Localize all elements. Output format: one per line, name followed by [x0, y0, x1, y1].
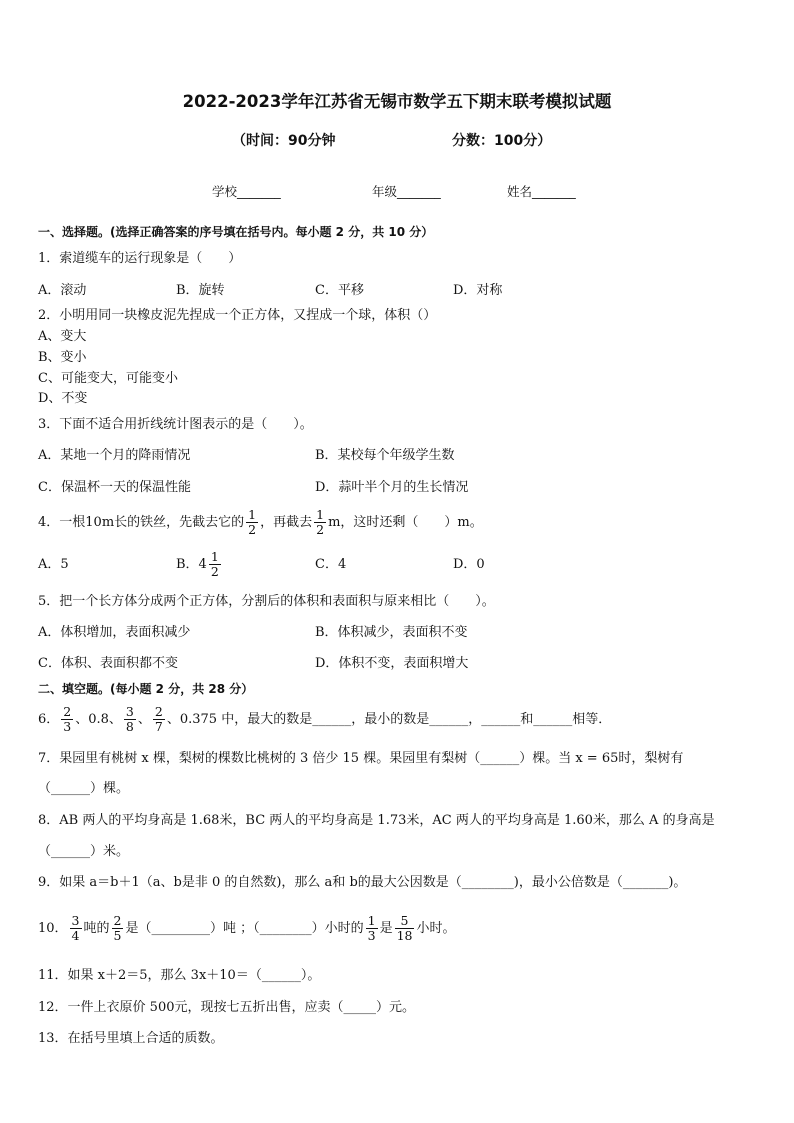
fraction: [395, 914, 415, 943]
q5-option-a: A．体积增加，表面积减少: [38, 625, 191, 640]
question-8-line-2: （______）米。: [38, 844, 130, 859]
fraction: [366, 914, 378, 943]
name-field: 姓名_______: [507, 184, 576, 199]
time-limit: （时间：90分钟: [232, 133, 336, 149]
fraction: [70, 914, 82, 943]
fraction: [314, 508, 326, 537]
fraction: [153, 705, 165, 734]
question-4: [38, 506, 483, 540]
q3-option-b: B．某校每个年级学生数: [315, 448, 455, 463]
fraction-numerator: 1: [316, 507, 325, 522]
q2-option-a: A、变大: [38, 329, 87, 344]
q2-option-d: D、不变: [38, 391, 88, 406]
q10-number: 10．: [38, 921, 68, 936]
fraction-numerator: 5: [395, 914, 415, 929]
fraction-numerator: 3: [71, 913, 80, 928]
fraction-numerator: 1: [248, 507, 257, 522]
fraction-numerator: 1: [367, 913, 376, 928]
q4-option-b: [176, 548, 223, 582]
grade-field: 年级_______: [372, 184, 441, 199]
fraction: [246, 508, 258, 537]
q2-option-b: B、变小: [38, 350, 87, 365]
section-2-heading: 二、填空题。(每小题 2 分，共 28 分）: [38, 682, 254, 696]
q10-text-4: 小时。: [416, 921, 456, 936]
fraction-denominator: 3: [367, 928, 376, 943]
fraction-denominator: 7: [154, 719, 163, 734]
q4-option-c: C．4: [315, 557, 347, 572]
fraction-numerator: 1: [210, 549, 219, 564]
question-2: 2．小明用同一块橡皮泥先捏成一个正方体，又捏成一个球，体积（）: [38, 308, 437, 323]
question-7-line-2: （______）棵。: [38, 781, 130, 796]
q6-text-3: 、0.375 中，最大的数是______，最小的数是______，______和______相等．: [166, 712, 612, 727]
q4-option-a: A．5: [38, 557, 69, 572]
fraction-denominator: 2: [316, 522, 325, 537]
q10-text-3: 是: [379, 921, 393, 936]
school-field: 学校_______: [212, 184, 281, 199]
q10-text-2: 是（_________）吨 ；（________）小时的: [125, 921, 364, 936]
question-11: 11．如果 x＋2＝5，那么 3x＋10＝（______）。: [38, 968, 321, 983]
question-10: [38, 912, 456, 946]
q6-text-1: 、0.8、: [75, 712, 122, 727]
q4-option-d: D．0: [453, 557, 485, 572]
fraction-denominator: 8: [125, 719, 134, 734]
q1-option-b: B．旋转: [176, 283, 225, 298]
q5-option-d: D．体积不变，表面积增大: [315, 656, 469, 671]
fraction: [209, 550, 221, 579]
fraction-denominator: 4: [71, 928, 80, 943]
fraction-denominator: 3: [63, 719, 72, 734]
q4-option-b-whole: B．4: [176, 557, 207, 572]
question-6: [38, 703, 611, 737]
q3-option-c: C．保温杯一天的保温性能: [38, 480, 191, 495]
fraction: [124, 705, 136, 734]
q5-option-b: B．体积减少，表面积不变: [315, 625, 468, 640]
fraction: [112, 914, 124, 943]
question-1: 1．索道缆车的运行现象是（ ）: [38, 251, 242, 266]
q1-option-a: A．滚动: [38, 283, 87, 298]
fraction-numerator: 2: [113, 913, 122, 928]
question-3: 3．下面不适合用折线统计图表示的是（ ）。: [38, 417, 313, 432]
question-8-line-1: 8．AB 两人的平均身高是 1.68米，BC 两人的平均身高是 1.73米，AC 两人的平均身高是 1.60米，那么 A 的身高是: [38, 813, 715, 828]
q3-option-d: D．蒜叶半个月的生长情况: [315, 480, 469, 495]
section-1-heading: 一、选择题。(选择正确答案的序号填在括号内。每小题 2 分，共 10 分）: [38, 225, 434, 239]
total-score: 分数：100分）: [452, 133, 552, 149]
q10-text-1: 吨的: [83, 921, 110, 936]
fraction-denominator: 5: [113, 928, 122, 943]
question-12: 12．一件上衣原价 500元，现按七五折出售，应卖（_____）元。: [38, 1000, 415, 1015]
fraction-numerator: 2: [63, 704, 72, 719]
q5-option-c: C．体积、表面积都不变: [38, 656, 178, 671]
fraction-denominator: 2: [248, 522, 257, 537]
fraction-numerator: 3: [125, 704, 134, 719]
q6-text-2: 、: [137, 712, 151, 727]
fraction: [61, 705, 73, 734]
q1-option-c: C．平移: [315, 283, 364, 298]
q4-text-1: 4．一根10m长的铁丝，先截去它的: [38, 515, 245, 530]
q1-option-d: D．对称: [453, 283, 503, 298]
q4-text-3: m，这时还剩（ ）m。: [328, 515, 483, 530]
q2-option-c: C、可能变大，可能变小: [38, 371, 178, 386]
question-7-line-1: 7．果园里有桃树 x 棵，梨树的棵数比桃树的 3 倍少 15 棵。果园里有梨树（______）棵。当 x = 65时，梨树有: [38, 751, 684, 766]
fraction-numerator: 2: [154, 704, 163, 719]
q6-number: 6．: [38, 712, 60, 727]
q3-option-a: A．某地一个月的降雨情况: [38, 448, 191, 463]
question-9: 9．如果 a＝b＋1（a、b是非 0 的自然数)，那么 a和 b的最大公因数是（________)，最小公倍数是（_______)。: [38, 875, 687, 890]
q4-text-2: ，再截去: [260, 515, 313, 530]
exam-title: 2022-2023学年江苏省无锡市数学五下期末联考模拟试题: [182, 92, 612, 111]
question-5: 5．把一个长方体分成两个正方体，分割后的体积和表面积与原来相比（ ）。: [38, 594, 495, 609]
fraction-denominator: 2: [210, 564, 219, 579]
question-13: 13．在括号里填上合适的质数。: [38, 1031, 224, 1046]
fraction-denominator: 18: [396, 928, 413, 943]
